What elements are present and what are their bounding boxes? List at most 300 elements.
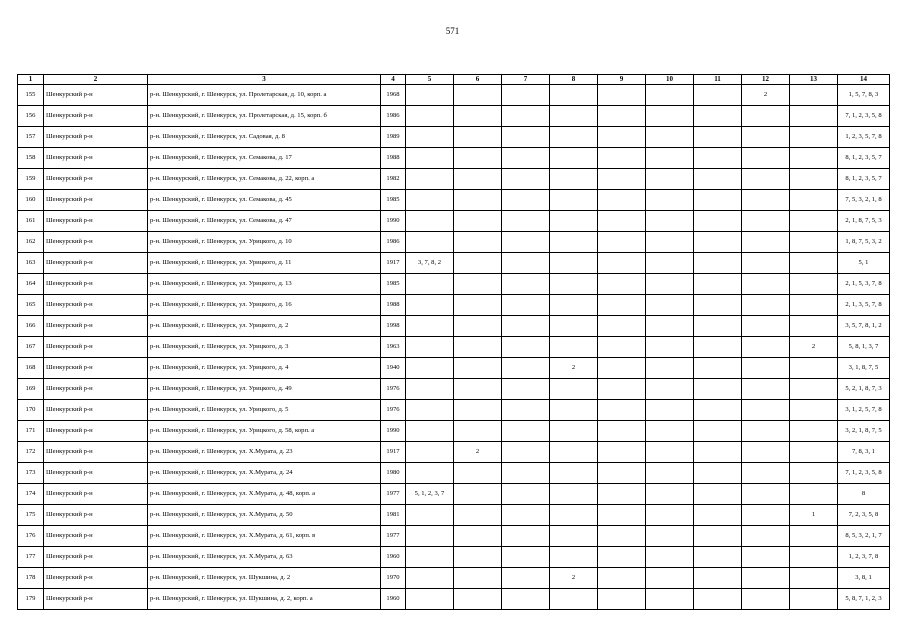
col6-cell [454,148,502,169]
col14-cell: 2, 1, 8, 7, 5, 3 [838,211,890,232]
col7-cell [502,547,550,568]
year-cell: 1998 [381,316,406,337]
col5-cell [406,505,454,526]
col11-cell [694,589,742,610]
year-cell: 1968 [381,85,406,106]
col14-cell: 5, 8, 1, 3, 7 [838,337,890,358]
year-cell: 1986 [381,106,406,127]
col9-cell [598,190,646,211]
year-cell: 1990 [381,421,406,442]
table-row [18,316,890,337]
col11-cell [694,358,742,379]
col5-cell [406,274,454,295]
col13-cell [790,295,838,316]
col7-cell [502,169,550,190]
year-cell: 1976 [381,379,406,400]
col7-cell [502,316,550,337]
column-header: 11 [694,75,742,85]
address-cell: р-н. Шенкурский, г. Шенкурск, ул. Х.Мурата, д. 63 [148,547,381,568]
col14-cell: 7, 1, 2, 3, 5, 8 [838,106,890,127]
col6-cell [454,337,502,358]
col5-cell [406,85,454,106]
col12-cell [742,421,790,442]
row-number: 169 [18,379,44,400]
col10-cell [646,316,694,337]
col13-cell: 2 [790,337,838,358]
district-cell: Шенкурский р-н [44,568,148,589]
table-row [18,421,890,442]
table-row [18,274,890,295]
col8-cell [550,463,598,484]
year-cell: 1982 [381,169,406,190]
col6-cell [454,589,502,610]
row-number: 172 [18,442,44,463]
col13-cell [790,85,838,106]
year-cell: 1977 [381,526,406,547]
col9-cell [598,232,646,253]
district-cell: Шенкурский р-н [44,190,148,211]
col13-cell [790,190,838,211]
row-number: 160 [18,190,44,211]
col12-cell [742,568,790,589]
col7-cell [502,526,550,547]
col7-cell [502,148,550,169]
col12-cell [742,316,790,337]
table-row [18,505,890,526]
col7-cell [502,484,550,505]
address-cell: р-н. Шенкурский, г. Шенкурск, ул. Х.Мурата, д. 61, корп. в [148,526,381,547]
year-cell: 1960 [381,589,406,610]
year-cell: 1981 [381,505,406,526]
col11-cell [694,337,742,358]
column-header: 2 [44,75,148,85]
column-header: 6 [454,75,502,85]
col11-cell [694,379,742,400]
col8-cell [550,379,598,400]
col9-cell [598,568,646,589]
col12-cell [742,379,790,400]
district-cell: Шенкурский р-н [44,589,148,610]
col5-cell [406,526,454,547]
col5-cell [406,379,454,400]
table-row [18,127,890,148]
col14-cell: 5, 2, 1, 8, 7, 3 [838,379,890,400]
col11-cell [694,127,742,148]
col13-cell [790,400,838,421]
col8-cell [550,211,598,232]
row-number: 176 [18,526,44,547]
col5-cell [406,316,454,337]
col10-cell [646,568,694,589]
table-row [18,547,890,568]
col14-cell: 3, 1, 8, 7, 5 [838,358,890,379]
col7-cell [502,337,550,358]
col8-cell [550,526,598,547]
header-row [18,75,890,85]
year-cell: 1985 [381,274,406,295]
col13-cell [790,232,838,253]
col5-cell [406,148,454,169]
col12-cell [742,589,790,610]
column-header: 1 [18,75,44,85]
col14-cell: 3, 5, 7, 8, 1, 2 [838,316,890,337]
col9-cell [598,358,646,379]
col6-cell [454,463,502,484]
row-number: 179 [18,589,44,610]
col8-cell [550,442,598,463]
col9-cell [598,127,646,148]
col14-cell: 8, 1, 2, 3, 5, 7 [838,148,890,169]
col5-cell [406,421,454,442]
col13-cell [790,484,838,505]
year-cell: 1986 [381,232,406,253]
col7-cell [502,568,550,589]
col6-cell [454,484,502,505]
col6-cell [454,295,502,316]
col14-cell: 2, 1, 5, 3, 7, 8 [838,274,890,295]
col12-cell [742,400,790,421]
col10-cell [646,589,694,610]
col14-cell: 1, 8, 7, 5, 3, 2 [838,232,890,253]
row-number: 162 [18,232,44,253]
col7-cell [502,232,550,253]
table-row [18,211,890,232]
col13-cell [790,421,838,442]
col12-cell [742,463,790,484]
district-cell: Шенкурский р-н [44,106,148,127]
col10-cell [646,421,694,442]
col11-cell [694,85,742,106]
year-cell: 1977 [381,484,406,505]
col11-cell [694,442,742,463]
table-row [18,85,890,106]
col5-cell [406,568,454,589]
col5-cell [406,589,454,610]
col10-cell [646,106,694,127]
col8-cell [550,274,598,295]
col12-cell [742,148,790,169]
col7-cell [502,211,550,232]
col7-cell [502,253,550,274]
table-row [18,232,890,253]
col9-cell [598,400,646,421]
col11-cell [694,547,742,568]
table-body [18,85,890,610]
col9-cell [598,505,646,526]
col13-cell [790,547,838,568]
row-number: 164 [18,274,44,295]
address-cell: р-н. Шенкурский, г. Шенкурск, ул. Урицкого, д. 13 [148,274,381,295]
col5-cell [406,463,454,484]
col10-cell [646,85,694,106]
col12-cell [742,505,790,526]
col6-cell [454,127,502,148]
col7-cell [502,295,550,316]
district-cell: Шенкурский р-н [44,526,148,547]
address-cell: р-н. Шенкурский, г. Шенкурск, ул. Семакова, д. 47 [148,211,381,232]
district-cell: Шенкурский р-н [44,379,148,400]
row-number: 156 [18,106,44,127]
col7-cell [502,589,550,610]
col12-cell [742,547,790,568]
district-cell: Шенкурский р-н [44,442,148,463]
col5-cell [406,400,454,421]
col8-cell [550,232,598,253]
col6-cell [454,169,502,190]
row-number: 177 [18,547,44,568]
col8-cell [550,589,598,610]
col6-cell: 2 [454,442,502,463]
col9-cell [598,484,646,505]
col11-cell [694,232,742,253]
address-cell: р-н. Шенкурский, г. Шенкурск, ул. Х.Мурата, д. 50 [148,505,381,526]
col5-cell [406,442,454,463]
column-header: 5 [406,75,454,85]
col13-cell [790,358,838,379]
col9-cell [598,85,646,106]
col7-cell [502,127,550,148]
col7-cell [502,463,550,484]
address-cell: р-н. Шенкурский, г. Шенкурск, ул. Х.Мурата, д. 23 [148,442,381,463]
col14-cell: 7, 5, 3, 2, 1, 8 [838,190,890,211]
col7-cell [502,106,550,127]
year-cell: 1990 [381,211,406,232]
col13-cell [790,568,838,589]
col14-cell: 7, 8, 3, 1 [838,442,890,463]
col12-cell [742,358,790,379]
district-cell: Шенкурский р-н [44,169,148,190]
year-cell: 1980 [381,463,406,484]
col9-cell [598,274,646,295]
column-header: 7 [502,75,550,85]
column-header: 10 [646,75,694,85]
col11-cell [694,463,742,484]
col5-cell [406,190,454,211]
row-number: 171 [18,421,44,442]
col9-cell [598,379,646,400]
col14-cell: 1, 5, 7, 8, 3 [838,85,890,106]
col12-cell [742,274,790,295]
col7-cell [502,274,550,295]
col10-cell [646,526,694,547]
column-header: 12 [742,75,790,85]
col6-cell [454,316,502,337]
col14-cell: 1, 2, 3, 5, 7, 8 [838,127,890,148]
col13-cell: 1 [790,505,838,526]
page-number: 571 [445,26,460,36]
col14-cell: 1, 2, 3, 7, 8 [838,547,890,568]
register-table [17,74,890,610]
table-row [18,337,890,358]
col8-cell [550,316,598,337]
col6-cell [454,106,502,127]
col12-cell [742,295,790,316]
table-row [18,148,890,169]
district-cell: Шенкурский р-н [44,358,148,379]
col14-cell: 3, 1, 2, 5, 7, 8 [838,400,890,421]
col8-cell [550,169,598,190]
col14-cell: 8 [838,484,890,505]
address-cell: р-н. Шенкурский, г. Шенкурск, ул. Урицкого, д. 49 [148,379,381,400]
district-cell: Шенкурский р-н [44,127,148,148]
district-cell: Шенкурский р-н [44,484,148,505]
col13-cell [790,127,838,148]
col10-cell [646,358,694,379]
table-row [18,589,890,610]
row-number: 173 [18,463,44,484]
col8-cell [550,337,598,358]
col9-cell [598,148,646,169]
table-row [18,484,890,505]
col12-cell: 2 [742,85,790,106]
col7-cell [502,505,550,526]
address-cell: р-н. Шенкурский, г. Шенкурск, ул. Х.Мурата, д. 48, корп. а [148,484,381,505]
table-row [18,295,890,316]
col12-cell [742,442,790,463]
col11-cell [694,295,742,316]
col9-cell [598,316,646,337]
table-row [18,526,890,547]
address-cell: р-н. Шенкурский, г. Шенкурск, ул. Шукшина, д. 2, корп. а [148,589,381,610]
col5-cell: 3, 7, 8, 2 [406,253,454,274]
col10-cell [646,442,694,463]
column-header: 3 [148,75,381,85]
district-cell: Шенкурский р-н [44,337,148,358]
col14-cell: 3, 2, 1, 8, 7, 5 [838,421,890,442]
col6-cell [454,505,502,526]
col10-cell [646,400,694,421]
col11-cell [694,316,742,337]
col5-cell [406,211,454,232]
col7-cell [502,190,550,211]
col13-cell [790,274,838,295]
table-row [18,463,890,484]
col14-cell: 7, 2, 3, 5, 8 [838,505,890,526]
col14-cell: 5, 1 [838,253,890,274]
year-cell: 1988 [381,148,406,169]
table-row [18,379,890,400]
col10-cell [646,463,694,484]
district-cell: Шенкурский р-н [44,505,148,526]
col5-cell [406,337,454,358]
col9-cell [598,547,646,568]
col6-cell [454,358,502,379]
year-cell: 1917 [381,253,406,274]
col8-cell [550,505,598,526]
row-number: 161 [18,211,44,232]
address-cell: р-н. Шенкурский, г. Шенкурск, ул. Х.Мурата, д. 24 [148,463,381,484]
col7-cell [502,421,550,442]
column-header: 9 [598,75,646,85]
table-row [18,358,890,379]
year-cell: 1989 [381,127,406,148]
col9-cell [598,589,646,610]
year-cell: 1960 [381,547,406,568]
col13-cell [790,589,838,610]
col12-cell [742,232,790,253]
address-cell: р-н. Шенкурский, г. Шенкурск, ул. Семакова, д. 45 [148,190,381,211]
col13-cell [790,148,838,169]
col13-cell [790,463,838,484]
address-cell: р-н. Шенкурский, г. Шенкурск, ул. Урицкого, д. 58, корп. а [148,421,381,442]
district-cell: Шенкурский р-н [44,274,148,295]
col8-cell: 2 [550,568,598,589]
col9-cell [598,421,646,442]
col10-cell [646,337,694,358]
district-cell: Шенкурский р-н [44,232,148,253]
col12-cell [742,526,790,547]
address-cell: р-н. Шенкурский, г. Шенкурск, ул. Урицкого, д. 2 [148,316,381,337]
year-cell: 1940 [381,358,406,379]
district-cell: Шенкурский р-н [44,295,148,316]
address-cell: р-н. Шенкурский, г. Шенкурск, ул. Пролетарская, д. 10, корп. а [148,85,381,106]
col13-cell [790,316,838,337]
col12-cell [742,253,790,274]
table-row [18,106,890,127]
col13-cell [790,253,838,274]
row-number: 170 [18,400,44,421]
col9-cell [598,253,646,274]
col5-cell [406,127,454,148]
column-header: 4 [381,75,406,85]
col9-cell [598,106,646,127]
col8-cell [550,253,598,274]
col9-cell [598,337,646,358]
col8-cell [550,127,598,148]
table-row [18,190,890,211]
district-cell: Шенкурский р-н [44,547,148,568]
address-cell: р-н. Шенкурский, г. Шенкурск, ул. Урицкого, д. 16 [148,295,381,316]
col11-cell [694,505,742,526]
year-cell: 1985 [381,190,406,211]
col10-cell [646,547,694,568]
col12-cell [742,211,790,232]
col11-cell [694,400,742,421]
col5-cell [406,232,454,253]
district-cell: Шенкурский р-н [44,211,148,232]
col9-cell [598,526,646,547]
year-cell: 1976 [381,400,406,421]
col11-cell [694,169,742,190]
col12-cell [742,190,790,211]
col11-cell [694,253,742,274]
address-cell: р-н. Шенкурский, г. Шенкурск, ул. Урицкого, д. 4 [148,358,381,379]
col6-cell [454,568,502,589]
row-number: 159 [18,169,44,190]
col11-cell [694,190,742,211]
address-cell: р-н. Шенкурский, г. Шенкурск, ул. Урицкого, д. 10 [148,232,381,253]
col8-cell [550,421,598,442]
col13-cell [790,169,838,190]
row-number: 168 [18,358,44,379]
row-number: 178 [18,568,44,589]
col6-cell [454,379,502,400]
col6-cell [454,274,502,295]
row-number: 157 [18,127,44,148]
table-row [18,442,890,463]
col6-cell [454,211,502,232]
col6-cell [454,526,502,547]
col9-cell [598,442,646,463]
address-cell: р-н. Шенкурский, г. Шенкурск, ул. Пролетарская, д. 15, корп. б [148,106,381,127]
col11-cell [694,526,742,547]
address-cell: р-н. Шенкурский, г. Шенкурск, ул. Урицкого, д. 11 [148,253,381,274]
row-number: 166 [18,316,44,337]
address-cell: р-н. Шенкурский, г. Шенкурск, ул. Садовая, д. 8 [148,127,381,148]
row-number: 175 [18,505,44,526]
col6-cell [454,253,502,274]
col7-cell [502,358,550,379]
